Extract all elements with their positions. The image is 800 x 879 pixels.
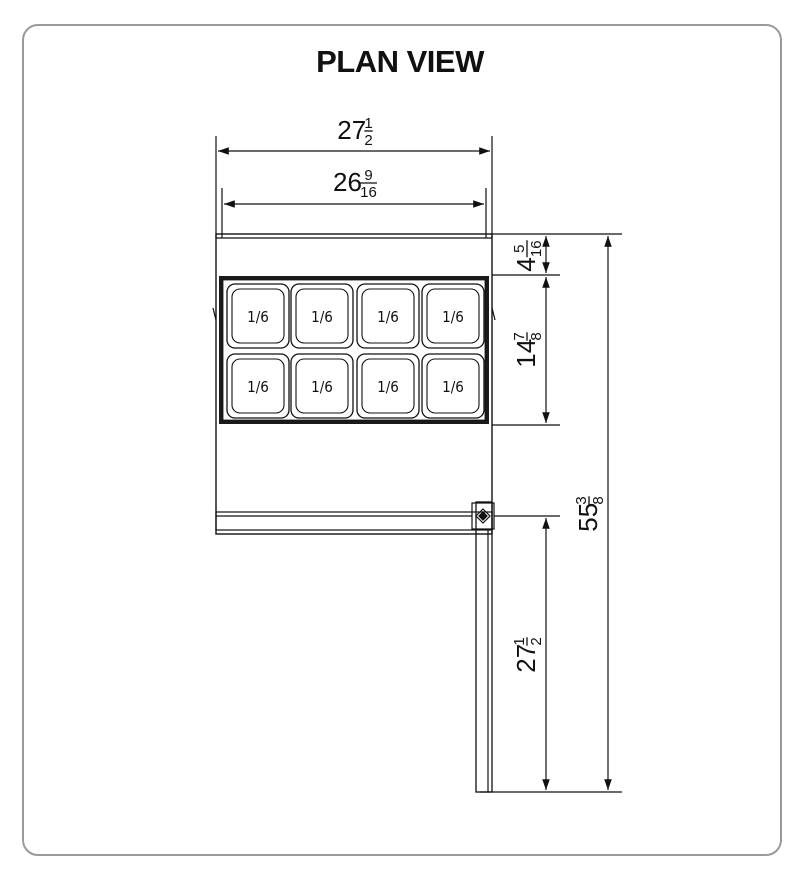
pan-6: [291, 354, 353, 418]
pan-label: 1/6: [311, 378, 333, 396]
dimension-whole: 14: [511, 338, 541, 368]
pan-label: 1/6: [247, 308, 269, 326]
dimension-pan-depth: [511, 332, 545, 368]
pan-2: [291, 284, 353, 348]
dimension-overall-width: [337, 115, 373, 149]
dimension-numerator: 5: [511, 244, 528, 253]
dimension-whole: 27: [511, 643, 541, 673]
dimension-door-swing: [511, 637, 545, 673]
dimension-denominator: 16: [528, 240, 545, 258]
door-panel: [476, 502, 492, 792]
pan-3: [357, 284, 419, 348]
dimension-numerator: 1: [511, 637, 528, 646]
pan-5: [227, 354, 289, 418]
dimension-whole: 26: [333, 167, 362, 197]
dimension-denominator: 16: [360, 184, 377, 201]
dimension-denominator: 8: [590, 496, 607, 505]
dimension-rear-depth: [511, 240, 545, 272]
pan-8: [422, 354, 484, 418]
dimension-numerator: 7: [511, 332, 528, 341]
dimension-overall-depth: [573, 496, 607, 532]
dimension-denominator: 2: [528, 637, 545, 646]
pan-label: 1/6: [247, 378, 269, 396]
pan-label: 1/6: [442, 308, 464, 326]
front-door-strip: [216, 512, 492, 530]
dimension-denominator: 2: [364, 132, 373, 149]
pan-label: 1/6: [442, 378, 464, 396]
dimension-numerator: 3: [573, 496, 590, 505]
pan-label: 1/6: [377, 378, 399, 396]
dimension-denominator: 8: [528, 332, 545, 341]
dimension-interior-width: [333, 167, 377, 201]
page-title: PLAN VIEW: [316, 44, 484, 79]
pan-label: 1/6: [377, 308, 399, 326]
dimension-numerator: 9: [364, 167, 373, 184]
pan-4: [422, 284, 484, 348]
pan-1: [227, 284, 289, 348]
dimension-numerator: 1: [364, 115, 373, 132]
dimension-whole: 55: [573, 502, 603, 532]
dimension-whole: 4: [511, 257, 541, 272]
pan-label: 1/6: [311, 308, 333, 326]
pan-7: [357, 354, 419, 418]
dimension-whole: 27: [337, 115, 367, 145]
